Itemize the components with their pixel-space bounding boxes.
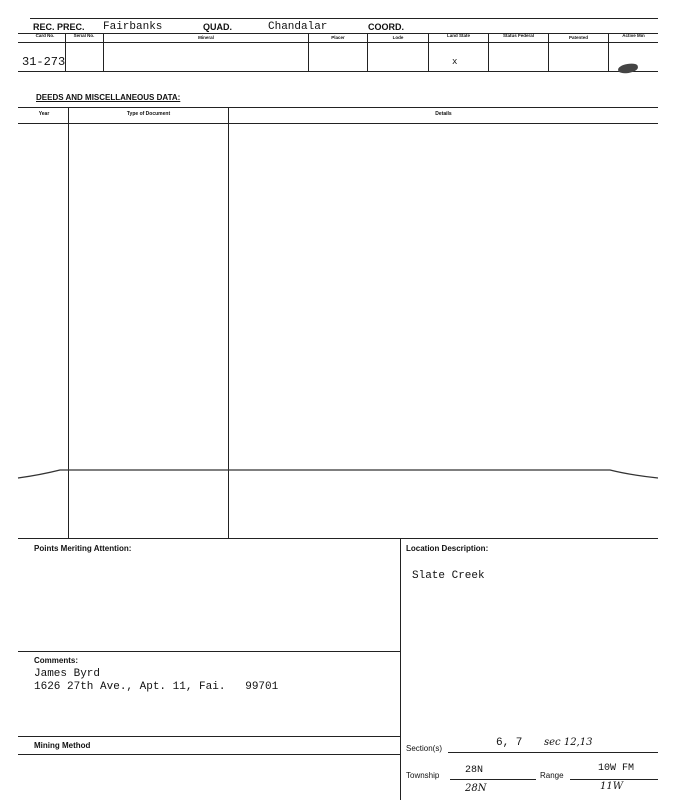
comments-line-1: James Byrd (34, 668, 101, 680)
col-mineral: Mineral (198, 35, 214, 40)
claim-col-divider (488, 33, 489, 71)
col-active-min: Active Min (622, 33, 645, 38)
range-value: 10W FM (598, 763, 635, 774)
coord-label: COORD. (368, 22, 404, 32)
deeds-col-year: Year (38, 111, 50, 117)
col-patented: Patented (568, 35, 588, 40)
rec-prec-value: Fairbanks (103, 21, 163, 33)
comments-line-2: 1626 27th Ave., Apt. 11, Fai. 99701 (34, 681, 279, 693)
claim-col-divider (608, 33, 609, 71)
township-handwritten: 28N (465, 783, 487, 794)
header-top-rule (30, 18, 658, 19)
quad-label: QUAD. (203, 22, 232, 32)
land-state-mark: x (452, 57, 458, 67)
mining-method-top-rule (18, 736, 400, 737)
points-label: Points Meriting Attention: (34, 544, 132, 553)
col-status-federal: Status Federal (502, 33, 534, 38)
section-handwritten: sec 12,13 (544, 737, 593, 748)
card-number-value: 31-273 (22, 55, 66, 69)
deeds-col-details: Details (435, 111, 452, 117)
col-lode: Lode (392, 35, 404, 40)
claim-table-top (18, 33, 658, 34)
ink-smudge-mark (617, 63, 638, 75)
township-label: Township (406, 771, 440, 780)
col-land-state: Land State (446, 33, 470, 38)
section-underline (448, 752, 658, 753)
township-underline (450, 779, 536, 780)
township-value: 28N (465, 765, 484, 776)
deeds-col-type: Type of Document (126, 111, 171, 117)
range-underline (570, 779, 658, 780)
comments-top-rule (18, 651, 400, 652)
col-placer: Placer (331, 35, 345, 40)
deeds-title: DEEDS AND MISCELLANEOUS DATA: (36, 93, 181, 102)
section-value: 6, 7 (496, 737, 523, 749)
deeds-top-rule (18, 107, 658, 108)
lower-section-divider (400, 538, 401, 800)
col-serial-no: Serial No. (73, 33, 95, 38)
quad-value: Chandalar (268, 21, 328, 33)
mining-method-bottom-rule (18, 754, 400, 755)
deeds-header-rule (18, 123, 658, 124)
fold-line (0, 460, 678, 490)
claim-col-divider (428, 33, 429, 71)
comments-label: Comments: (34, 656, 79, 665)
location-value: Slate Creek (412, 570, 485, 582)
col-card-no: Card No. (35, 33, 55, 38)
range-label: Range (540, 771, 564, 780)
deeds-bottom-rule (18, 538, 658, 539)
mining-method-label: Mining Method (34, 741, 91, 750)
location-label: Location Description: (406, 544, 489, 553)
range-handwritten: 11W (600, 781, 624, 792)
rec-prec-label: REC. PREC. (33, 22, 85, 32)
claim-table-bottom (18, 71, 658, 72)
section-label: Section(s) (406, 744, 443, 753)
claim-table-header-bottom (18, 42, 658, 43)
